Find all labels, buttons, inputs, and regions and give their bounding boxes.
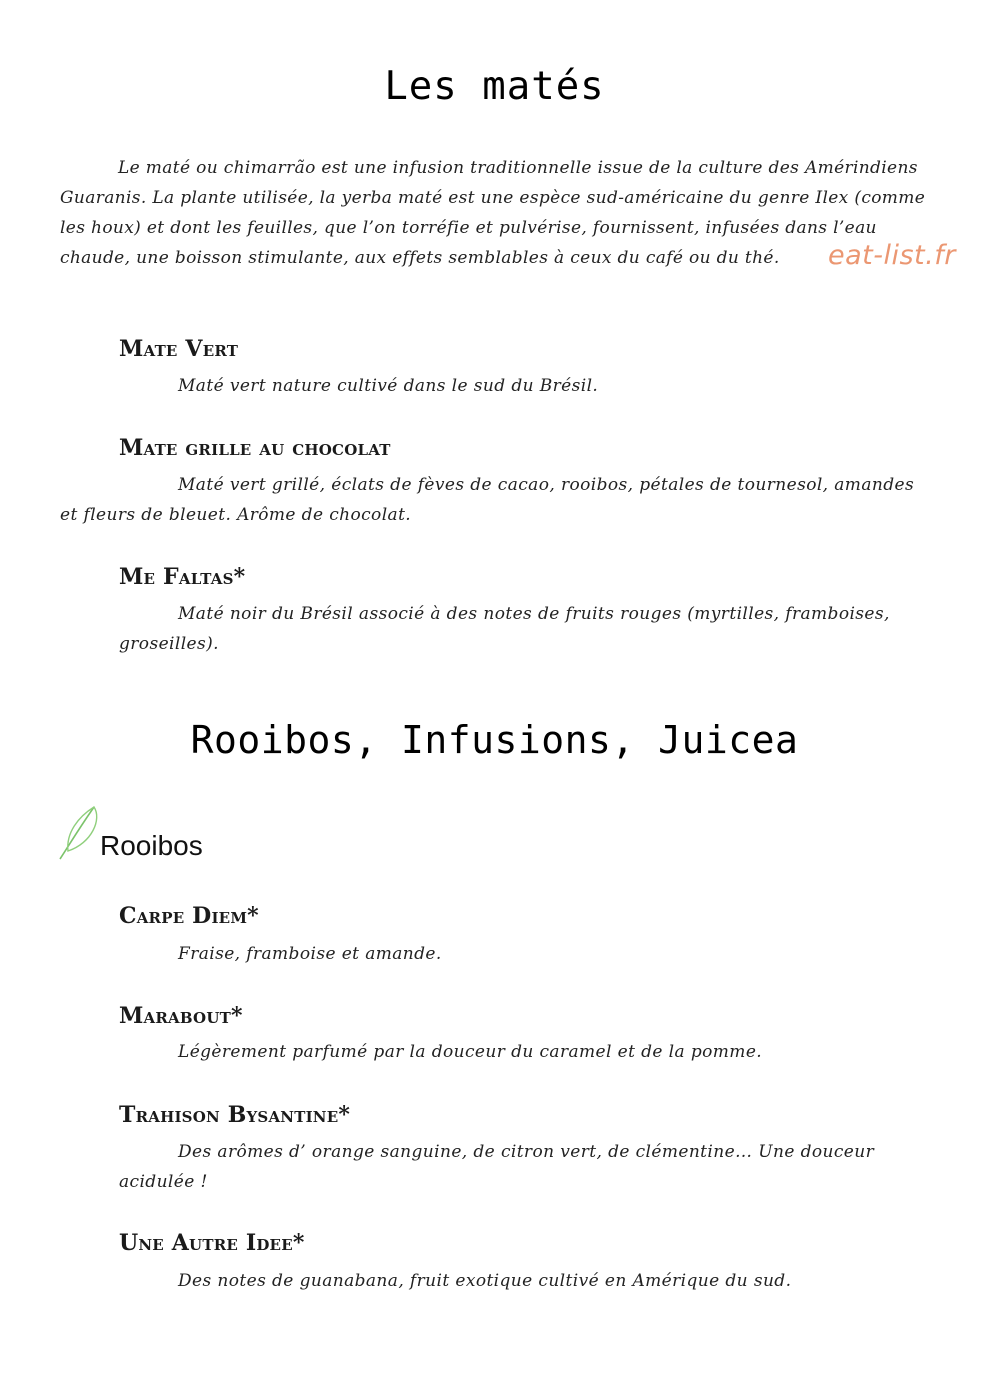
menu-item-description: Maté vert nature cultivé dans le sud du Brésil.: [178, 376, 599, 396]
menu-item-description: Fraise, framboise et amande.: [178, 944, 442, 964]
subsection-title-rooibos: Rooibos: [100, 830, 203, 861]
menu-item-description: Des arômes d’ orange sanguine, de citron vert, de clémentine… Une douceur acidulée !: [119, 1142, 875, 1192]
menu-item-name: Mate grille au chocolat: [119, 435, 391, 461]
menu-item-name: Une Autre Idee*: [119, 1230, 305, 1256]
menu-item-name: Mate Vert: [119, 336, 239, 362]
section-title-mates: Les matés: [384, 64, 605, 109]
menu-item-description: Légèrement parfumé par la douceur du caramel et de la pomme.: [178, 1042, 763, 1062]
menu-item-description: Des notes de guanabana, fruit exotique cultivé en Amérique du sud.: [178, 1271, 792, 1291]
menu-item-name: Marabout*: [119, 1003, 243, 1029]
menu-item-name: Me Faltas*: [119, 564, 246, 590]
mates-intro: Le maté ou chimarrão est une infusion traditionnelle issue de la culture des Amérindiens Guaranis. La plante utilisée, la yerba maté est une espèce sud-américaine du genre Ilex (comme les houx) et dont les feuilles, que l’on torréfie et pulvérise, fournissent, infusées dans l’eau chaude, une boisson stimulante, aux effets semblables à ceux du café ou du thé.: [60, 158, 926, 268]
section-title-rooibos: Rooibos, Infusions, Juicea: [190, 718, 799, 762]
menu-item-name: Carpe Diem*: [119, 903, 259, 929]
menu-item-description: Maté vert grillé, éclats de fèves de cacao, rooibos, pétales de tournesol, amandes et fleurs de bleuet. Arôme de chocolat.: [60, 475, 915, 525]
leaf-icon: [58, 803, 104, 861]
watermark: eat-list.fr: [828, 240, 956, 271]
menu-item-name: Trahison Bysantine*: [119, 1102, 351, 1128]
menu-item-description: Maté noir du Brésil associé à des notes de fruits rouges (myrtilles, framboises, groseilles).: [119, 604, 890, 654]
